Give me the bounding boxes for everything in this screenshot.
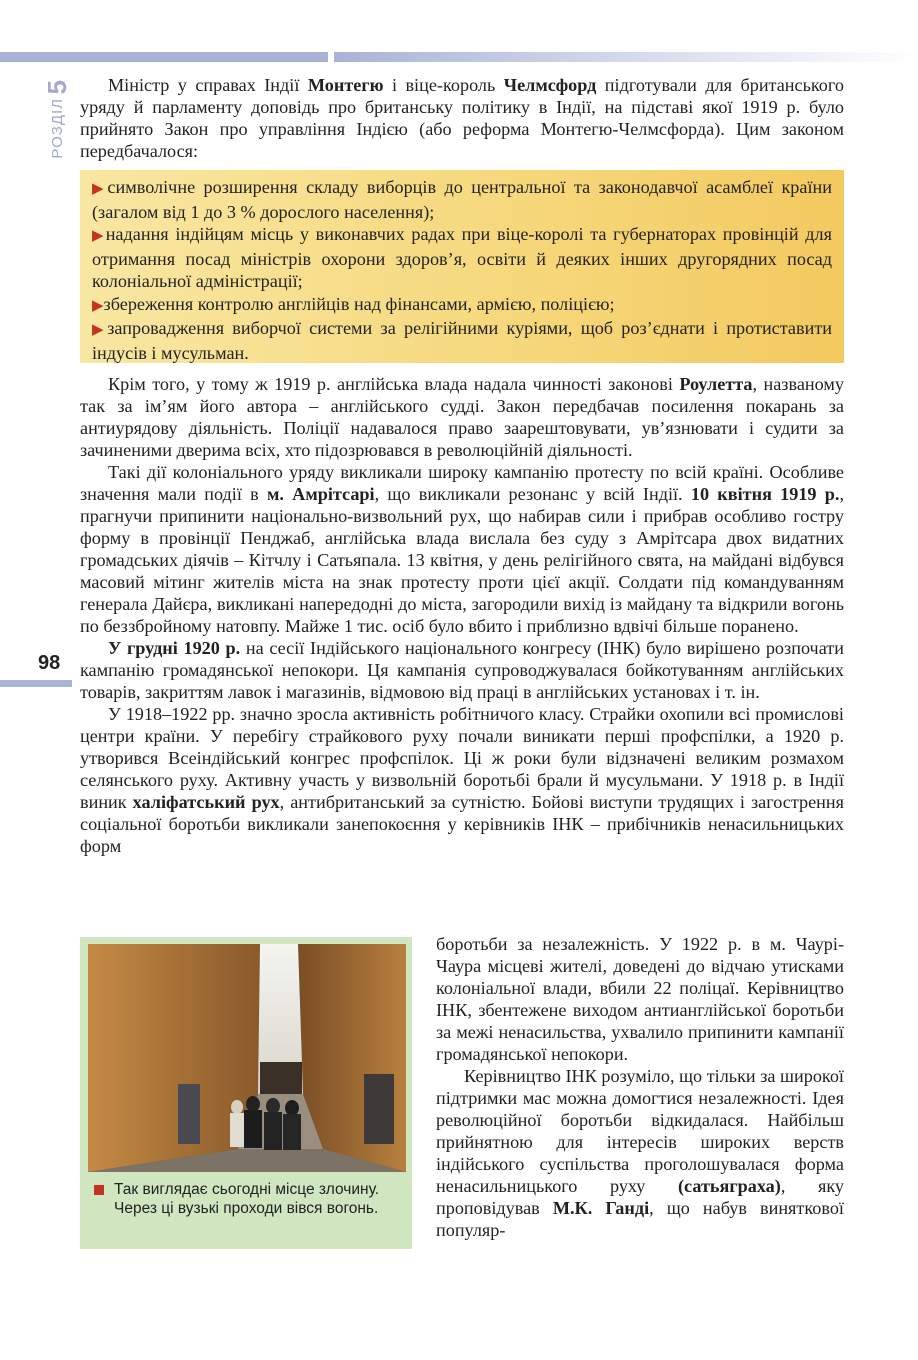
triangle-bullet-icon: ▶ [92, 181, 108, 197]
right-column-text [436, 933, 844, 1241]
date-april-1919: 10 квітня 1919 р. [690, 484, 840, 504]
top-bar-notch [328, 52, 334, 62]
chauri-chaura-paragraph: боротьби за незалежність. У 1922 р. в м. Чаурі-Чаура місцеві жителі, доведені до відчаю утисками колоніальної влади, вбили 22 поліцаї. Керівництво ІНК, збентежене виходом антианглійської боротьби за межі ненасильства, ухвалило припинити кампанії громадянської непокори. [436, 934, 844, 1064]
page-number: 98 [38, 652, 61, 674]
term-khilafat: халіфатський рух [132, 792, 280, 812]
name-rowlatt: Роулетта [679, 374, 753, 394]
main-text [80, 373, 844, 857]
alley-photo [88, 944, 406, 1172]
triangle-bullet-icon: ▶ [92, 297, 104, 314]
section-label [40, 80, 74, 190]
red-square-bullet-icon [94, 1185, 104, 1195]
alley-illustration [88, 944, 406, 1172]
provision-item: ▶надання індійцям місць у виконавчих радах при віце-королі та губернаторах провінцій для отримання посад міністрів охорони здоров’я, освіти й деяких інших другорядних посад колоніальної адміністрації; [92, 224, 832, 291]
triangle-bullet-icon: ▶ [92, 228, 106, 244]
name-chelmsford: Челмсфорд [503, 75, 597, 95]
term-satyagraha: (сатьяграха) [677, 1176, 781, 1196]
date-december-1920: У грудні 1920 р. [108, 638, 241, 658]
top-decorative-bar [0, 52, 918, 62]
december-paragraph: У грудні 1920 р. на сесії Індійського національного конгресу (ІНК) було вирішено розпочати кампанію громадянської непокори. Ця кампанія супроводжувалася бойкотуванням англійських товарів, закриттям лавок і магазинів, відмовою від праці в англійських установах і т. ін. [80, 638, 844, 702]
intro-paragraph: Міністр у справах Індії Монтегю і віце-король Челмсфорд підготували для британського уряду й парламенту доповідь про британську політику в Індії, на підставі якої 1919 р. було прийнято Закон про управління Індією (або реформа Монтегю-Челмсфорда). Цим законом передбачалося: [80, 75, 845, 161]
name-montagu: Монтегю [307, 75, 384, 95]
provision-item: ▶збереження контролю англійців над фінансами, армією, поліцією; [92, 293, 615, 314]
workers-paragraph: У 1918–1922 рр. значно зросла активність робітничого класу. Страйки охопили всі промислові центри країни. У перебігу страйкового руху почали виникати перші профспілки, а 1920 р. утворився Всеіндійський конгрес профспілок. Ці ж роки були відзначені великим розмахом селянського руху. Активну участь у визвольній боротьбі брали й мусульмани. У 1918 р. в Індії виник халіфатський рух, антибританський за сутністю. Бойові виступи трудящих і загострення соціальної боротьби викликали занепокоєння у керівників ІНК – прибічників ненасильницьких форм [80, 704, 845, 856]
amritsar-paragraph: Такі дії колоніального уряду викликали широку кампанію протесту по всій країні. Особливе значення мали події в м. Амрітсарі, що викликали резонанс у всій Індії. 10 квітня 1919 р., прагнучи припинити національно-визвольний рух, що набирав сили і прибрав особливо гостру форму в провінції Пенджаб, англійська влада вислала без суду з Амрітсара двох видатних громадських діячів – Кітчлу і Сатьяпала. 13 квітня, у день релігійного свята, на майдані відбувся масовий мітинг жителів міста на знак протесту проти цієї акції. Солдати під командуванням генерала Дайєра, викликані напередодні до міста, загородили вихід із майдану та відкрили вогонь по беззбройному натовпу. Майже 1 тис. осіб було вбито і приблизно вдвічі більше поранено. [80, 462, 844, 636]
page-number-bar [0, 680, 72, 687]
section-word: РОЗДІЛ [48, 98, 66, 160]
provision-item: ▶символічне розширення складу виборців до центральної та законодавчої асамблеї країни (загалом від 1 до 3 % дорослого населення); [92, 177, 832, 222]
photo-caption: Так виглядає сьогодні місце злочину. Через ці вузькі проходи вівся вогонь. [92, 1180, 408, 1218]
section-number: 5 [42, 80, 72, 95]
name-gandhi: М.К. Ганді [552, 1198, 650, 1218]
triangle-bullet-icon: ▶ [92, 322, 108, 338]
provision-item: ▶запровадження виборчої системи за релігійними куріями, щоб роз’єднати і протиставити індусів і мусульман. [92, 318, 832, 363]
satyagraha-paragraph: Керівництво ІНК розуміло, що тільки за широкої підтримки мас можна домогтися незалежності. Ідея революційної боротьби відкидалася. Найбільш прийнятною для інтересів широких верств індійського суспільства проголошувалася форма ненасильницького руху (сатьяграха), яку проповідував М.К. Ганді, що набув виняткової популяр- [436, 1066, 844, 1240]
rowlatt-paragraph: Крім того, у тому ж 1919 р. англійська влада надала чинності законові Роулетта, названому так за ім’ям його автора – англійського судді. Закон передбачав посилення покарань за антиурядову діяльність. Поліції надавалося право заарештовувати, ув’язнювати і судити за зачиненими дверима всіх, хто підозрювався в революційній діяльності. [80, 374, 844, 460]
place-amritsar: м. Амрітсарі [267, 484, 375, 504]
reform-provisions-box [80, 170, 844, 363]
